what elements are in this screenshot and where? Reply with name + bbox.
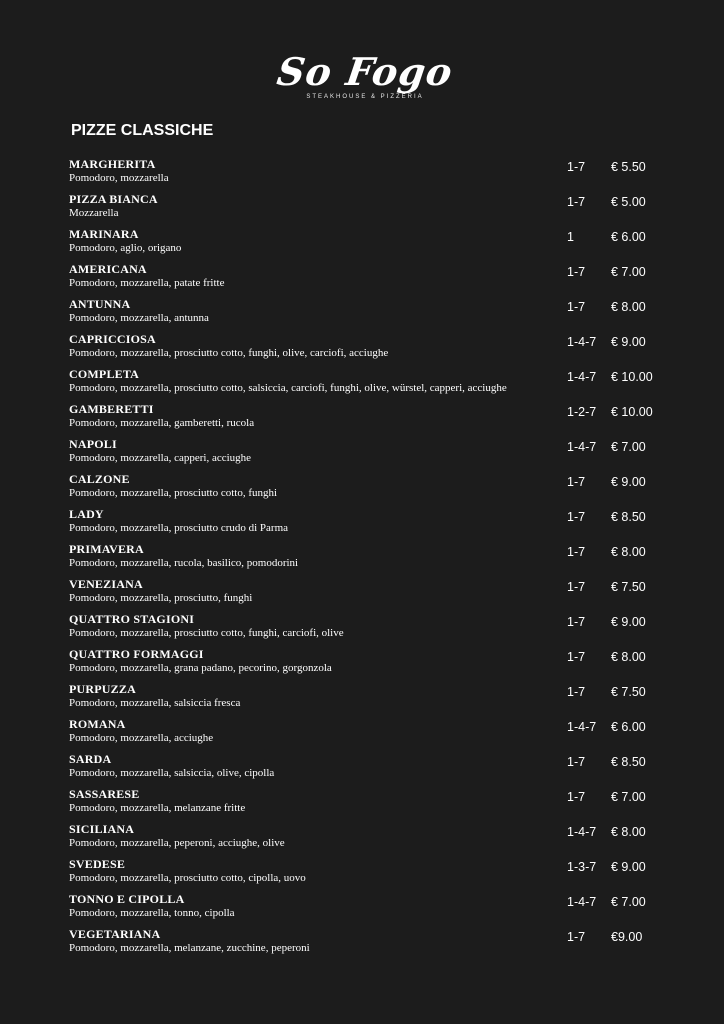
menu-item-price: € 8.00 xyxy=(611,300,646,314)
brand-logo-script: So Fogo xyxy=(274,49,456,94)
menu-item-name: MARINARA xyxy=(69,227,139,241)
menu-item-name: NAPOLI xyxy=(69,437,117,451)
menu-item xyxy=(69,822,669,857)
menu-item xyxy=(69,857,669,892)
menu-item-allergens: 1-7 xyxy=(567,580,586,594)
menu-item xyxy=(69,647,669,682)
menu-item-allergens: 1-7 xyxy=(567,475,586,489)
menu-item-allergens: 1-7 xyxy=(567,510,586,524)
menu-item-description: Mozzarella xyxy=(69,207,119,219)
menu-item-name: QUATTRO STAGIONI xyxy=(69,612,195,626)
menu-item xyxy=(69,297,669,332)
menu-item-name: SARDA xyxy=(69,752,112,766)
menu-item-price: € 8.00 xyxy=(611,545,646,559)
menu-item-name: VENEZIANA xyxy=(69,577,143,591)
menu-item-name: PURPUZZA xyxy=(69,682,136,696)
menu-item-description: Pomodoro, mozzarella, tonno, cipolla xyxy=(69,907,235,919)
menu-item-price: € 9.00 xyxy=(611,615,646,629)
menu-item-description: Pomodoro, mozzarella, prosciutto cotto, salsiccia, carciofi, funghi, olive, würstel, capperi, acciughe xyxy=(69,382,507,394)
menu-item-allergens: 1-3-7 xyxy=(567,860,597,874)
menu-item-description: Pomodoro, mozzarella, salsiccia, olive, cipolla xyxy=(69,767,275,779)
menu-item-description: Pomodoro, mozzarella, antunna xyxy=(69,312,209,324)
menu-item-description: Pomodoro, mozzarella, prosciutto cotto, funghi, olive, carciofi, acciughe xyxy=(69,347,389,359)
menu-item-price: € 7.00 xyxy=(611,895,646,909)
menu-item-name: ANTUNNA xyxy=(69,297,131,311)
menu-item-price: € 7.50 xyxy=(611,580,646,594)
menu-item-price: € 10.00 xyxy=(611,370,653,384)
menu-item-description: Pomodoro, mozzarella, acciughe xyxy=(69,732,214,744)
menu-item-description: Pomodoro, mozzarella, melanzane, zucchine, peperoni xyxy=(69,942,310,954)
menu-item-allergens: 1-7 xyxy=(567,195,586,209)
section-title: PIZZE CLASSICHE xyxy=(71,122,214,139)
menu-item-allergens: 1-7 xyxy=(567,930,586,944)
menu-item-allergens: 1 xyxy=(567,230,574,244)
menu-item-allergens: 1-7 xyxy=(567,650,586,664)
menu-item xyxy=(69,927,669,962)
menu-item-price: € 6.00 xyxy=(611,720,646,734)
menu-item xyxy=(69,367,669,402)
menu-item-description: Pomodoro, mozzarella, prosciutto, funghi xyxy=(69,592,253,604)
menu-item-description: Pomodoro, mozzarella, prosciutto cotto, cipolla, uovo xyxy=(69,872,306,884)
menu-item xyxy=(69,542,669,577)
menu-item xyxy=(69,332,669,367)
menu-item-price: € 9.00 xyxy=(611,335,646,349)
menu-item xyxy=(69,892,669,927)
menu-item xyxy=(69,157,669,192)
menu-item-price: € 5.00 xyxy=(611,195,646,209)
menu-item xyxy=(69,787,669,822)
menu-item-allergens: 1-7 xyxy=(567,265,586,279)
menu-item-name: VEGETARIANA xyxy=(69,927,161,941)
menu-item-description: Pomodoro, mozzarella xyxy=(69,172,169,184)
menu-item-description: Pomodoro, mozzarella, rucola, basilico, pomodorini xyxy=(69,557,299,569)
menu-item-description: Pomodoro, mozzarella, prosciutto cotto, funghi, carciofi, olive xyxy=(69,627,344,639)
menu-item xyxy=(69,507,669,542)
menu-item-description: Pomodoro, mozzarella, melanzane fritte xyxy=(69,802,246,814)
menu-item-price: € 8.00 xyxy=(611,650,646,664)
menu-item-allergens: 1-4-7 xyxy=(567,895,597,909)
menu-item-price: € 8.50 xyxy=(611,755,646,769)
menu-item-name: TONNO E CIPOLLA xyxy=(69,892,185,906)
menu-item-name: PRIMAVERA xyxy=(69,542,144,556)
menu-item-description: Pomodoro, mozzarella, grana padano, pecorino, gorgonzola xyxy=(69,662,332,674)
menu-item-allergens: 1-4-7 xyxy=(567,370,597,384)
menu-item-price: € 5.50 xyxy=(611,160,646,174)
menu-item xyxy=(69,752,669,787)
menu-item xyxy=(69,682,669,717)
brand-logo xyxy=(270,49,460,112)
menu-item-description: Pomodoro, mozzarella, prosciutto cotto, funghi xyxy=(69,487,278,499)
menu-item-name: ROMANA xyxy=(69,717,126,731)
menu-item xyxy=(69,717,669,752)
menu-item-description: Pomodoro, mozzarella, capperi, acciughe xyxy=(69,452,252,464)
menu-item-price: €9.00 xyxy=(611,930,643,944)
menu-item-allergens: 1-7 xyxy=(567,615,586,629)
menu-item-price: € 6.00 xyxy=(611,230,646,244)
menu-item-name: SVEDESE xyxy=(69,857,126,871)
brand-tagline: STEAKHOUSE & PIZZERIA xyxy=(306,94,424,100)
menu-item-price: € 7.00 xyxy=(611,790,646,804)
menu-item-name: AMERICANA xyxy=(69,262,147,276)
menu-item-allergens: 1-4-7 xyxy=(567,720,597,734)
menu-item-name: SASSARESE xyxy=(69,787,140,801)
menu-item-allergens: 1-2-7 xyxy=(567,405,597,419)
menu-item-allergens: 1-7 xyxy=(567,545,586,559)
menu-item-name: GAMBERETTI xyxy=(69,402,154,416)
menu-item-name: MARGHERITA xyxy=(69,157,156,171)
menu-item-allergens: 1-7 xyxy=(567,300,586,314)
menu-item-allergens: 1-7 xyxy=(567,755,586,769)
menu-item-price: € 7.00 xyxy=(611,265,646,279)
menu-list xyxy=(69,157,669,962)
menu-item xyxy=(69,472,669,507)
menu-item-description: Pomodoro, mozzarella, patate fritte xyxy=(69,277,225,289)
menu-item-description: Pomodoro, mozzarella, gamberetti, rucola xyxy=(69,417,255,429)
menu-item-description: Pomodoro, mozzarella, salsiccia fresca xyxy=(69,697,241,709)
menu-item-name: QUATTRO FORMAGGI xyxy=(69,647,204,661)
menu-item-name: LADY xyxy=(69,507,104,521)
menu-item xyxy=(69,262,669,297)
menu-item xyxy=(69,402,669,437)
menu-item-allergens: 1-4-7 xyxy=(567,825,597,839)
menu-item-name: COMPLETA xyxy=(69,367,140,381)
menu-item-allergens: 1-7 xyxy=(567,685,586,699)
menu-item-name: CALZONE xyxy=(69,472,130,486)
menu-item xyxy=(69,437,669,472)
menu-item-allergens: 1-4-7 xyxy=(567,440,597,454)
menu-item-name: PIZZA BIANCA xyxy=(69,192,158,206)
menu-item-allergens: 1-7 xyxy=(567,790,586,804)
menu-item-description: Pomodoro, aglio, origano xyxy=(69,242,182,254)
menu-item-name: CAPRICCIOSA xyxy=(69,332,156,346)
menu-item-description: Pomodoro, mozzarella, prosciutto crudo di Parma xyxy=(69,522,289,534)
menu-item-price: € 8.00 xyxy=(611,825,646,839)
menu-item xyxy=(69,227,669,262)
menu-item-price: € 10.00 xyxy=(611,405,653,419)
menu-item-price: € 7.50 xyxy=(611,685,646,699)
menu-item-price: € 9.00 xyxy=(611,860,646,874)
menu-item-price: € 7.00 xyxy=(611,440,646,454)
menu-item xyxy=(69,192,669,227)
menu-item xyxy=(69,577,669,612)
menu-item-allergens: 1-7 xyxy=(567,160,586,174)
menu-item-price: € 8.50 xyxy=(611,510,646,524)
menu-item xyxy=(69,612,669,647)
menu-item-price: € 9.00 xyxy=(611,475,646,489)
menu-item-allergens: 1-4-7 xyxy=(567,335,597,349)
menu-item-name: SICILIANA xyxy=(69,822,135,836)
menu-item-description: Pomodoro, mozzarella, peperoni, acciughe, olive xyxy=(69,837,285,849)
